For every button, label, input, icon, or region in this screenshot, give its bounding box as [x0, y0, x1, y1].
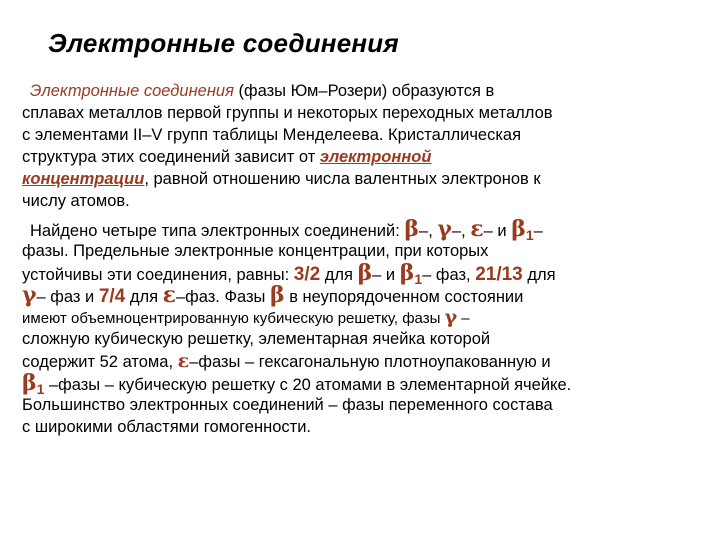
- slide-title: Электронные соединения: [48, 28, 399, 58]
- p1-line-2: сплавах металлов первой группы и некоторых переходных металлов: [22, 104, 553, 122]
- text: в неупорядоченном состоянии: [284, 288, 524, 306]
- p2-line-9: Большинство электронных соединений – фазы переменного состава: [22, 396, 553, 414]
- gamma-symbol: γ: [444, 306, 458, 328]
- p2-line-4: [22, 284, 702, 306]
- value-21-13: 21/13: [475, 264, 523, 285]
- p1-line-1: [22, 80, 702, 102]
- subscript-one: 1: [525, 227, 534, 243]
- beta1-symbol: β: [22, 370, 37, 396]
- p1-line-5: [22, 168, 702, 190]
- text: структура этих соединений зависит от: [22, 148, 320, 166]
- value-3-2: 3/2: [293, 264, 321, 285]
- text: – фаз,: [422, 266, 476, 284]
- term-concentration: концентрации: [22, 170, 145, 188]
- text: –,: [451, 222, 471, 240]
- term-electron: электронной: [319, 148, 432, 166]
- gamma-symbol: γ: [22, 282, 37, 308]
- text: – фаз и: [36, 288, 99, 306]
- text: – и: [483, 222, 512, 240]
- text: –,: [419, 222, 438, 240]
- value-7-4: 7/4: [98, 286, 126, 307]
- beta-symbol: β: [357, 260, 373, 286]
- epsilon-symbol: ε: [162, 282, 176, 308]
- text: Найдено четыре типа электронных соединений:: [30, 222, 405, 240]
- p2-line-5: [22, 306, 702, 328]
- text: –фазы – гексагональную плотноупакованную и: [189, 353, 551, 371]
- gamma-symbol: γ: [437, 216, 452, 242]
- epsilon-symbol: ε: [470, 216, 484, 242]
- p1-line-6: числу атомов.: [22, 192, 130, 210]
- p2-line-7: [22, 350, 702, 372]
- beta1-symbol: β: [399, 260, 415, 286]
- p1-line-3: с элементами II–V групп таблицы Менделеева. Кристаллическая: [22, 126, 522, 144]
- p1-line-4: [22, 146, 702, 168]
- slide-body: [22, 80, 702, 438]
- beta-symbol: β: [404, 216, 420, 242]
- epsilon-symbol: ε: [177, 350, 190, 372]
- p2-line-10: с широкими областями гомогенности.: [22, 418, 311, 436]
- text: –фазы – кубическую решетку с 20 атомами в элементарной ячейке.: [44, 376, 572, 394]
- text: для: [125, 288, 163, 306]
- subscript-one: 1: [414, 271, 423, 287]
- text: имеют объемноцентрированную кубическую решетку, фазы: [22, 310, 445, 327]
- text: (фазы Юм–Розери) образуются в: [233, 82, 495, 100]
- p2-line-2: фазы. Предельные электронные концентрации, при которых: [22, 242, 489, 260]
- p2-line-8: [22, 370, 702, 397]
- text: , равной отношению числа валентных электронов к: [144, 170, 541, 188]
- p2-line-3: [22, 260, 702, 287]
- text: устойчивы эти соединения, равны:: [22, 266, 294, 284]
- term-electronic-compounds: Электронные соединения: [30, 82, 234, 100]
- text: содержит 52 атома,: [22, 353, 178, 371]
- text: – и: [372, 266, 400, 284]
- beta-symbol: β: [270, 282, 285, 308]
- text: для: [522, 266, 556, 284]
- p2-line-6: сложную кубическую решетку, элементарная ячейка которой: [22, 330, 491, 348]
- text: –: [457, 310, 470, 327]
- subscript-one: 1: [36, 381, 45, 397]
- text: –фаз. Фазы: [175, 288, 270, 306]
- p2-line-1: [22, 216, 702, 243]
- text: –: [533, 222, 543, 240]
- beta1-symbol: β: [511, 216, 526, 242]
- text: для: [320, 266, 358, 284]
